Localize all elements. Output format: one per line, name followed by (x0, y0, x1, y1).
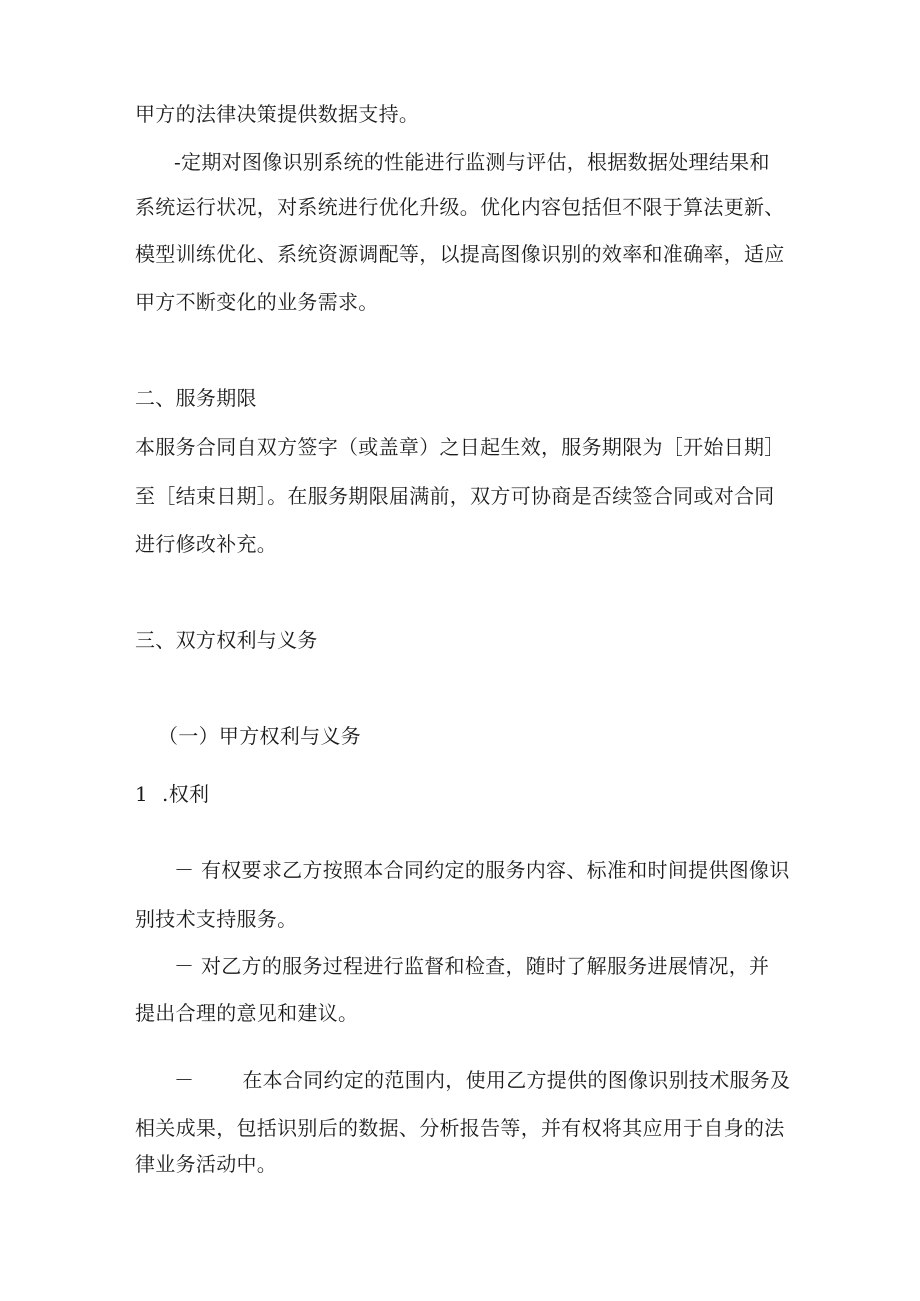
paragraph-line: 进行修改补充。 (135, 532, 278, 556)
paragraph-line: － 对乙方的服务过程进行监督和检查，随时了解服务进展情况，并 (174, 954, 770, 978)
list-text: 在本合同约定的范围内，使用乙方提供的图像识别技术服务及 (242, 1068, 791, 1092)
paragraph-line: 提出合理的意见和建议。 (135, 1001, 359, 1025)
paragraph-line: 系统运行状况，对系统进行优化升级。优化内容包括但不限于算法更新、 (135, 195, 785, 219)
paragraph-line: -定期对图像识别系统的性能进行监测与评估，根据数据处理结果和 (174, 150, 770, 174)
item-label: .权利 (162, 782, 210, 806)
paragraph-line: 律业务活动中。 (135, 1152, 278, 1176)
paragraph-line: 甲方不断变化的业务需求。 (135, 290, 379, 314)
list-dash: － (174, 1068, 195, 1092)
paragraph-line: 模型训练优化、系统资源调配等，以提高图像识别的效率和准确率，适应 (135, 242, 785, 266)
subsection-heading: （一）甲方权利与义务 (158, 724, 361, 748)
paragraph-line: 本服务合同自双方签字（或盖章）之日起生效，服务期限为［开始日期］ (135, 435, 785, 459)
paragraph-line: 至［结束日期］。在服务期限届满前，双方可协商是否续签合同或对合同 (135, 484, 775, 508)
paragraph-line: 别技术支持服务。 (135, 907, 298, 931)
paragraph-line (174, 1066, 790, 1094)
paragraph-line: 相关成果，包括识别后的数据、分析报告等，并有权将其应用于自身的法 (135, 1116, 785, 1140)
section-heading: 三、双方权利与义务 (135, 628, 318, 652)
paragraph-line: 甲方的法律决策提供数据支持。 (135, 102, 420, 126)
paragraph-line: － 有权要求乙方按照本合同约定的服务内容、标准和时间提供图像识 (174, 858, 790, 882)
item-heading (135, 780, 209, 808)
item-number: 1 (135, 782, 149, 806)
section-heading: 二、服务期限 (135, 386, 257, 410)
